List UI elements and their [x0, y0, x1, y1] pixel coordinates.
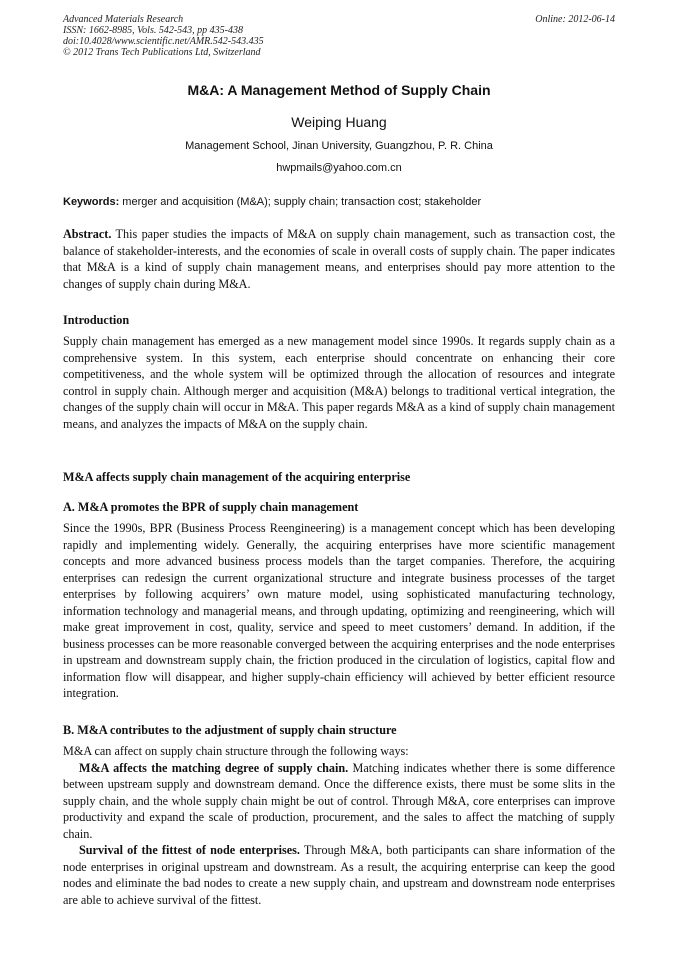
subsection-b-point2	[63, 842, 615, 908]
abstract-text: This paper studies the impacts of M&A on supply chain management, such as transaction cost, the balance of stakeholder-interests, and the economies of scale in overall costs of supply chain. The paper indicates that M&A is a kind of supply chain management means, and enterprises should pay more attention to the changes of supply chain during M&A.	[63, 227, 615, 291]
affiliation: Management School, Jinan University, Guangzhou, P. R. China	[185, 140, 493, 152]
point1-text: Matching indicates whether there is some difference between upstream supply and downstream demand. Once the difference exists, there must be some slits in the supply chain, and the whole supply chain might be out of control. Through M&A, core enterprises can improve productivity and expand the scale of production, procurement, and the sales to affect the matching of supply chain.	[63, 760, 615, 841]
online-date: Online: 2012-06-14	[535, 14, 615, 25]
introduction-heading: Introduction	[63, 313, 130, 327]
issn-line: ISSN: 1662-8985, Vols. 542-543, pp 435-438	[63, 25, 243, 36]
journal-header	[63, 14, 264, 58]
abstract	[63, 226, 615, 292]
author-email[interactable]: hwpmails@yahoo.com.cn	[276, 162, 402, 174]
subsection-a-heading: A. M&A promotes the BPR of supply chain management	[63, 500, 359, 514]
keywords	[63, 196, 615, 208]
copyright-line: © 2012 Trans Tech Publications Ltd, Switzerland	[63, 47, 261, 58]
keywords-text: merger and acquisition (M&A); supply chain; transaction cost; stakeholder	[119, 196, 482, 208]
subsection-b-body	[63, 743, 615, 908]
point2-text: Through M&A, both participants can share information of the node enterprises in original upstream and downstream. As a result, the acquiring enterprise can keep the good nodes and eliminate the bad nodes to create a new supply chain, and upstream and downstream node enterprises are able to achieve survival of the fittest.	[63, 843, 615, 907]
author-name: Weiping Huang	[291, 114, 387, 130]
section1-heading: M&A affects supply chain management of the acquiring enterprise	[63, 470, 411, 484]
subsection-b-heading: B. M&A contributes to the adjustment of supply chain structure	[63, 723, 397, 737]
point2-label: Survival of the fittest of node enterprises.	[79, 843, 300, 857]
subsection-a-text: Since the 1990s, BPR (Business Process Reengineering) is a management concept which has been developing rapidly and implementing widely. Generally, the acquiring enterprises have more scientific management concepts and more advanced business process models than the target companies. Therefore, the acquiring enterprises can redesign the current organizational structure and integrate business processes of the target enterprises by following acquirers’ own mature model, using sophisticated manufacturing technology, information technology and managerial means, and through updating, optimizing and reengineering, which will make great improvement in cost, quality, service and speed to meet customers’ demand. In addition, if the business processes can be more reasonable converged between the acquiring enterprises and the node enterprises in upstream and downstream supply chain, the friction produced in the circulation of logistics, capital flow and information flow will disappear, and higher supply-chain efficiency will achieved by better efficient resource integration.	[63, 521, 615, 700]
point1-label: M&A affects the matching degree of supply chain.	[79, 760, 349, 775]
introduction-text: Supply chain management has emerged as a new management model since 1990s. It regards supply chain as a comprehensive system. In this system, each enterprise should concentrate on enhancing their core competitiveness, and the whole system will be optimized through the allocation of resources and integrate control in supply chain. Although merger and acquisition (M&A) belongs to traditional vertical integration, the changes of the supply chain will occur in M&A. This paper regards M&A as a kind of supply chain management means, and analyzes the impacts of M&A on the supply chain.	[63, 334, 615, 431]
keywords-label: Keywords:	[63, 196, 120, 208]
doi-line[interactable]: doi:10.4028/www.scientific.net/AMR.542-543.435	[63, 36, 264, 47]
journal-name: Advanced Materials Research	[63, 14, 184, 25]
abstract-label: Abstract.	[63, 227, 112, 241]
paper-title: M&A: A Management Method of Supply Chain	[187, 82, 491, 98]
subsection-b-intro: M&A can affect on supply chain structure through the following ways:	[63, 744, 409, 758]
subsection-b-point1	[63, 760, 615, 843]
